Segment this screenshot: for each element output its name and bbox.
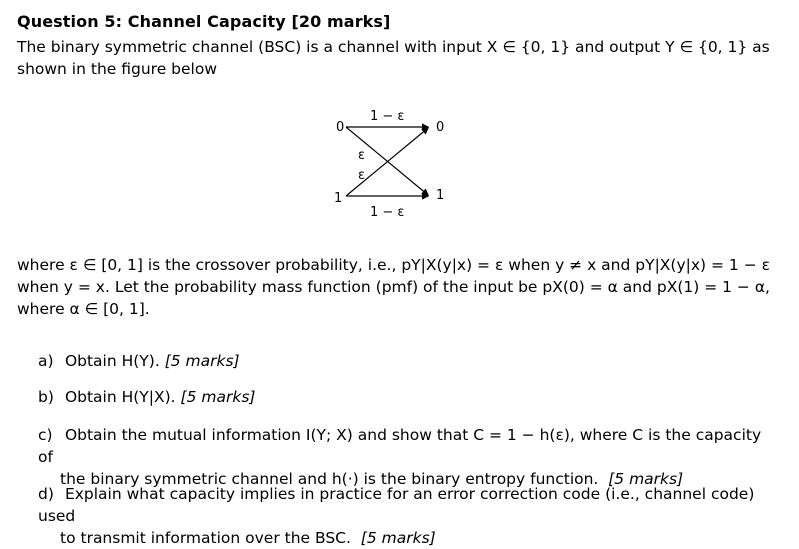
part-d [38,483,778,549]
where-line-1: where ε ∈ [0, 1] is the crossover probability, i.e., pY|X(y|x) = ε when y ≠ x and pY|X(y|x) = 1 − ε [17,256,770,274]
top-transition-label: 1 − ε [370,109,405,124]
question-title: Question 5: Channel Capacity [20 marks] [17,12,391,31]
output-label-1: 1 [436,188,445,203]
part-c-text: Obtain the mutual information I(Y; X) and show that C = 1 − h(ε), where C is the capacity of [38,426,762,466]
cross-label-lower: ε [358,168,366,183]
part-b [38,386,778,408]
part-c-label: c) [38,426,53,444]
part-d-marks: [5 marks] [360,529,436,547]
part-a-label: a) [38,352,54,370]
bottom-transition-label: 1 − ε [370,205,405,220]
part-d-text-2: to transmit information over the BSC. [60,529,351,547]
part-b-label: b) [38,388,54,406]
where-line-2: when y = x. Let the probability mass function (pmf) of the input be pX(0) = α and pX(1) = 1 − α, [17,278,770,296]
part-c [38,424,778,490]
output-label-0: 0 [436,120,445,135]
input-label-1: 1 [334,191,343,206]
part-c-marks: [5 marks] [608,470,684,488]
part-a-text: Obtain H(Y). [64,352,160,370]
where-paragraph [17,254,783,320]
bsc-diagram [330,100,470,220]
part-b-marks: [5 marks] [180,388,256,406]
part-c-text-2: the binary symmetric channel and h(·) is the binary entropy function. [60,470,599,488]
part-a [38,350,778,372]
where-line-3: where α ∈ [0, 1]. [17,300,150,318]
cross-label-upper: ε [358,148,366,163]
part-d-text: Explain what capacity implies in practice for an error correction code (i.e., channel code) used [38,485,755,525]
part-a-marks: [5 marks] [164,352,240,370]
intro-paragraph [17,36,783,80]
part-b-text: Obtain H(Y|X). [64,388,176,406]
input-label-0: 0 [336,120,345,135]
intro-line-2: shown in the figure below [17,60,217,78]
part-d-label: d) [38,485,54,503]
intro-line-1: The binary symmetric channel (BSC) is a channel with input X ∈ {0, 1} and output Y ∈ {0, 1} as [17,38,770,56]
